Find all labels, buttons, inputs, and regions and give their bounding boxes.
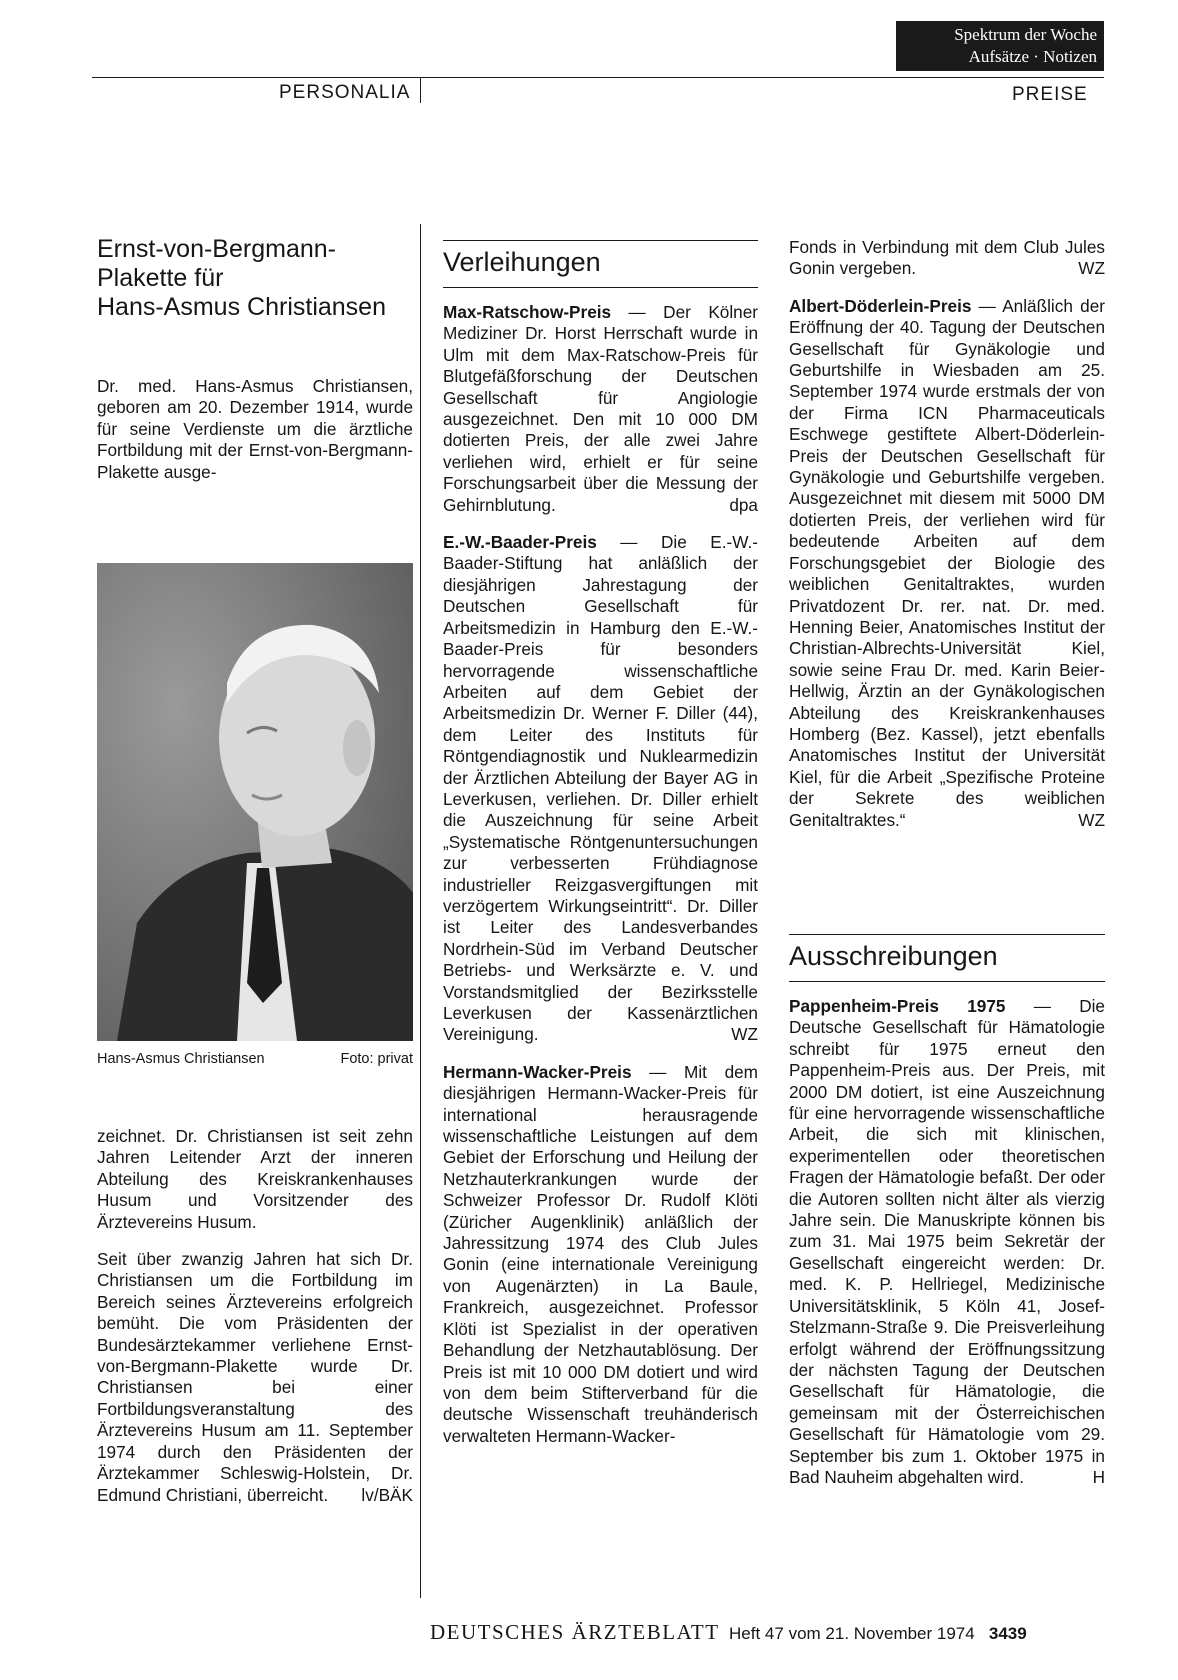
item-signature: dpa [729,494,758,515]
right-column-top [789,237,1105,847]
column-divider-main [420,224,421,1598]
section-badge [896,21,1104,71]
award-name: Albert-Döderlein-Preis [789,295,972,316]
body-paragraph-2: Seit über zwanzig Jahren hat sich Dr. Christiansen um die Fortbildung im Bereich seines Ärztevereins erfolgreich bemüht. Die vom Präsidenten der Bundesärztekammer verliehene Ernst-von-Bergmann-Plakette wurde Dr. Christiansen bei einer Fortbildungsveranstaltung des Ärztevereins Husum am 11. September 1974 durch den Präsidenten der Ärztekammer Schleswig-Holstein, Dr. Edmund Christiani, überreicht. lv/BÄK [97,1249,413,1505]
section-label-personalia: PERSONALIA [279,82,411,103]
issue-info: Heft 47 vom 21. November 1974 [729,1624,975,1643]
award-name: Pappenheim-Preis 1975 [789,996,1006,1016]
column-divider-top [420,77,421,103]
list-item: E.-W.-Baader-Preis — Die E.-W.-Baader-Stiftung hat anläßlich der diesjährigen Jahrestagung der Deutschen Gesellschaft für Arbeitsmedizin in Hamburg den E.-W.-Baader-Preis für besonders hervorragende wissenschaftliche Arbeiten auf dem Gebiet der Arbeitsmedizin Dr. Werner F. Diller (44), dem Leiter des Instituts für Röntgendiagnostik und Nuklearmedizin der Ärztlichen Abteilung der Bayer AG in Leverkusen, verliehen. Dr. Diller erhielt die Auszeichnung für seine Arbeit „Systematische Röntgenuntersuchungen zur verbesserten Frühdiagnose industrieller Reizgasvergiftungen mit verzögertem Wirkungseintritt“. Dr. Diller ist Leiter des Landesverbandes Nordrhein-Süd im Verband Deutscher Betriebs- und Werksärzte e. V. und Vorstandsmitglied der Bezirksstelle Leverkusen der Kassenärztlichen Vereinigung. WZ [443,532,758,1045]
item-signature: H [1092,1466,1105,1487]
portrait-photo [97,563,413,1041]
item-signature: WZ [1078,809,1105,830]
body-paragraph-1: zeichnet. Dr. Christiansen ist seit zehn Jahren Leitender Arzt der inneren Abteilung des Kreiskrankenhauses Husum und Vorsitzender des Ärztevereins Husum. [97,1126,413,1232]
article-title [97,235,417,322]
header-rule [92,77,1104,78]
item-signature: WZ [731,1024,758,1045]
intro-paragraph: Dr. med. Hans-Asmus Christiansen, geboren am 20. Dezember 1914, wurde für seine Verdienste um die ärztliche Fortbildung mit der Ernst-von-Bergmann-Plakette ausge- [97,376,413,482]
award-name: E.-W.-Baader-Preis [443,532,597,553]
badge-line-1: Spektrum der Woche [954,25,1097,44]
verleihungen-list [443,302,758,1463]
award-name: Max-Ratschow-Preis [443,302,612,322]
article-body [97,1126,413,1522]
article-intro [97,376,413,499]
list-item: Albert-Döderlein-Preis — Anläßlich der Eröffnung der 40. Tagung der Deutschen Gesellschaft für Gynäkologie und Geburtshilfe in Wiesbaden am 25. September 1974 wurde erstmals der von der Firma ICN Pharmaceuticals Eschwege gestiftete Albert-Döderlein-Preis der Deutschen Gesellschaft für Gynäkologie und Geburtshilfe vergeben. Ausgezeichnet mit diesem mit 5000 DM dotierten Preis, der verliehen wird für bedeutende Arbeiten auf dem Forschungsgebiet der Biologie des weiblichen Genitaltraktes, wurden Privatdozent Dr. rer. nat. Dr. med. Henning Beier, Anatomisches Institut der Christian-Albrechts-Universität Kiel, sowie seine Frau Dr. med. Karin Beier-Hellwig, Ärztin an der Gynäkologischen Abteilung des Kreiskrankenhauses Homberg (Bez. Kassel), jetzt ebenfalls Anatomisches Institut der Universität Kiel, für die Arbeit „Spezifische Proteine der Sekrete des weiblichen Genitaltraktes.“ WZ [789,295,1105,830]
ausschreibungen-list [789,996,1105,1504]
photo-caption-name: Hans-Asmus Christiansen [97,1051,265,1067]
verleihungen-rule [443,240,758,241]
award-name: Hermann-Wacker-Preis [443,1061,632,1082]
section-label-preise: PREISE [1012,84,1088,105]
verleihungen-rule-under [443,287,758,288]
title-line-3: Hans-Asmus Christiansen [97,293,386,321]
photo-caption-credit: Foto: privat [340,1051,413,1067]
title-line-1: Ernst-von-Bergmann- [97,235,336,263]
masthead: DEUTSCHES ÄRZTEBLATT [430,1620,720,1644]
ausschreibungen-rule [789,934,1105,935]
verleihungen-heading-box [443,246,758,278]
page-number: 3439 [988,1624,1027,1643]
item-signature: WZ [1078,258,1105,279]
list-item: Hermann-Wacker-Preis — Mit dem diesjährigen Hermann-Wacker-Preis für international herausragende wissenschaftliche Leistungen auf dem Gebiet der Erforschung und Heilung der Netzhauterkrankungen wurde der Schweizer Professor Dr. Rudolf Klöti (Züricher Augenklinik) anläßlich der Jahressitzung 1974 des Club Jules Gonin (eine internationale Vereinigung von Augenärzten) in La Baule, Frankreich, ausgezeichnet. Professor Klöti ist Spezialist in der operativen Behandlung der Netzhautablösung. Der Preis ist mit 10 000 DM dotiert und wird von dem beim Stifterverband für die deutsche Wissenschaft treuhänderisch verwalteten Hermann-Wacker- [443,1061,758,1446]
ausschreibungen-rule-under [789,981,1105,982]
ausschreibungen-heading-box [789,940,1105,972]
badge-line-2: Aufsätze · Notizen [968,47,1097,66]
author-signature: lv/BÄK [361,1484,413,1505]
section-heading-ausschreibungen: Ausschreibungen [789,941,998,971]
list-item: Max-Ratschow-Preis — Der Kölner Mediziner Dr. Horst Herrschaft wurde in Ulm mit dem Max-Ratschow-Preis für Blutgefäßforschung der Deutschen Gesellschaft für Angiologie ausgezeichnet. Den mit 10 000 DM dotierten Preis, der alle zwei Jahre verliehen wird, erhielt er für seine Forschungsarbeit über die Messung der Gehirnblutung. dpa [443,302,758,515]
title-line-2: Plakette für [97,264,224,292]
continuation-paragraph: Fonds in Verbindung mit dem Club Jules Gonin vergeben. WZ [789,237,1105,279]
page-footer [430,1620,1027,1645]
section-heading-verleihungen: Verleihungen [443,247,601,277]
list-item: Pappenheim-Preis 1975 — Die Deutsche Gesellschaft für Hämatologie schreibt für 1975 erneut den Pappenheim-Preis aus. Der Preis, mit 2000 DM dotiert, ist eine Auszeichnung für eine hervorragende wissenschaftliche Arbeit, die sich mit klinischen, experimentellen oder theoretischen Fragen der Hämatologie befaßt. Der oder die Autoren sollten nicht älter als vierzig Jahre sein. Die Manuskripte können bis zum 31. Mai 1975 beim Sekretär der Gesellschaft eingereicht werden: Dr. med. K. P. Hellriegel, Medizinische Universitätsklinik, 5 Köln 41, Josef-Stelzmann-Straße 9. Die Preisverleihung erfolgt während der Eröffnungssitzung der nächsten Tagung der Deutschen Gesellschaft für Hämatologie, die gemeinsam mit der Österreichischen Gesellschaft für Hämatologie vom 29. September bis zum 1. Oktober 1975 in Bad Nauheim abgehalten wird. H [789,996,1105,1487]
portrait-illustration [97,563,413,1041]
